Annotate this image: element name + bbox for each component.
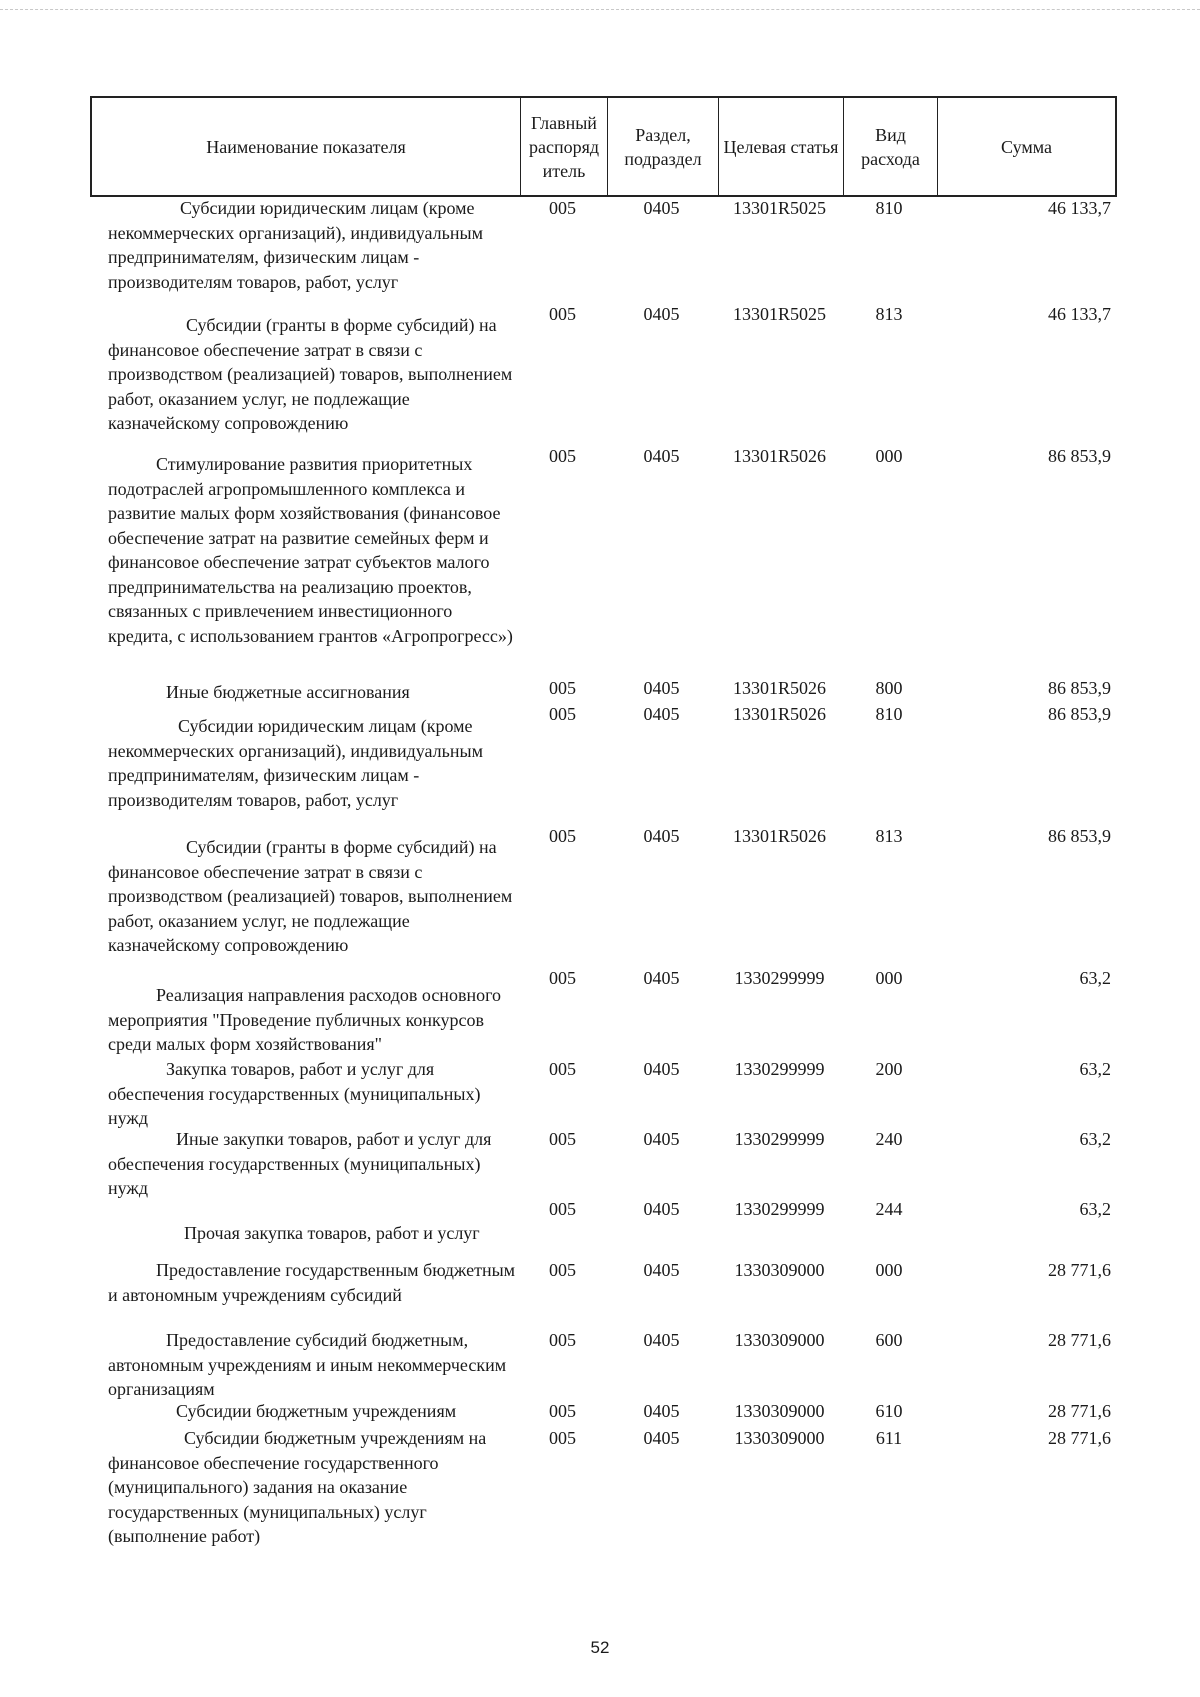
row-chief: 005 <box>549 968 576 988</box>
row-name: Субсидии (гранты в форме субсидий) на финансовое обеспечение затрат в связи с производством (реализацией) товаров, выполнением работ, оказанием услуг, не подлежащие казначейскому сопровождению <box>108 315 513 433</box>
row-kind: 600 <box>875 1330 903 1350</box>
row-sum: 28 771,6 <box>1048 1428 1111 1448</box>
row-sum: 46 133,7 <box>1048 198 1111 218</box>
row-name: Закупка товаров, работ и услуг для обеспечения государственных (муниципальных) нужд <box>108 1059 481 1128</box>
row-target: 13301R5026 <box>732 678 826 698</box>
row-kind: 810 <box>875 704 903 724</box>
row-kind: 000 <box>875 446 903 466</box>
header-section: Раздел, подраздел <box>608 98 719 195</box>
row-section: 0405 <box>643 446 680 466</box>
header-sum: Сумма <box>1001 136 1052 157</box>
row-kind: 610 <box>875 1401 903 1421</box>
row-sum: 86 853,9 <box>1048 704 1111 724</box>
row-chief: 005 <box>549 678 576 698</box>
row-sum: 28 771,6 <box>1048 1330 1111 1350</box>
row-section: 0405 <box>643 1401 680 1421</box>
row-chief: 005 <box>549 446 576 466</box>
page-number: 52 <box>590 1638 610 1657</box>
row-kind: 800 <box>875 678 903 698</box>
row-sum: 63,2 <box>1079 1129 1111 1149</box>
row-target: 1330309000 <box>734 1260 825 1280</box>
row-target: 1330299999 <box>734 1199 825 1219</box>
table-header <box>90 96 1117 197</box>
row-name: Иные закупки товаров, работ и услуг для обеспечения государственных (муниципальных) нужд <box>108 1129 492 1198</box>
row-kind: 000 <box>875 968 903 988</box>
row-chief: 005 <box>549 826 576 846</box>
row-target: 1330299999 <box>734 968 825 988</box>
row-chief: 005 <box>549 1428 576 1448</box>
row-target: 1330299999 <box>734 1059 825 1079</box>
row-chief: 005 <box>549 304 576 324</box>
row-section: 0405 <box>643 1260 680 1280</box>
row-sum: 63,2 <box>1079 968 1111 988</box>
row-target: 13301R5026 <box>732 826 826 846</box>
row-name: Субсидии (гранты в форме субсидий) на финансовое обеспечение затрат в связи с производством (реализацией) товаров, выполнением работ, оказанием услуг, не подлежащие казначейскому сопровождению <box>108 837 513 955</box>
row-kind: 240 <box>875 1129 903 1149</box>
header-chief: Главный распоряд итель <box>521 98 608 195</box>
row-kind: 000 <box>875 1260 903 1280</box>
row-section: 0405 <box>643 198 680 218</box>
row-target: 1330309000 <box>734 1428 825 1448</box>
row-name: Субсидии юридическим лицам (кроме некоммерческих организаций), индивидуальным предпринимателям, физическим лицам - производителям товаров, работ, услуг <box>108 716 483 810</box>
row-chief: 005 <box>549 1199 576 1219</box>
row-name: Субсидии бюджетным учреждениям <box>176 1401 457 1421</box>
row-kind: 813 <box>875 304 903 324</box>
row-section: 0405 <box>643 968 680 988</box>
row-name: Субсидии юридическим лицам (кроме некоммерческих организаций), индивидуальным предпринимателям, физическим лицам - производителям товаров, работ, услуг <box>108 198 483 292</box>
row-kind: 200 <box>875 1059 903 1079</box>
row-chief: 005 <box>549 1129 576 1149</box>
row-chief: 005 <box>549 198 576 218</box>
header-name: Наименование показателя <box>92 98 521 195</box>
row-section: 0405 <box>643 1199 680 1219</box>
row-section: 0405 <box>643 704 680 724</box>
row-section: 0405 <box>643 826 680 846</box>
row-name: Реализация направления расходов основного мероприятия "Проведение публичных конкурсов среди малых форм хозяйствования" <box>108 985 502 1054</box>
row-target: 13301R5026 <box>732 446 826 466</box>
row-name: Иные бюджетные ассигнования <box>166 682 410 702</box>
row-sum: 86 853,9 <box>1048 826 1111 846</box>
header-kind: Вид расхода <box>844 98 938 195</box>
row-sum: 63,2 <box>1079 1059 1111 1079</box>
row-chief: 005 <box>549 1260 576 1280</box>
row-section: 0405 <box>643 1428 680 1448</box>
row-chief: 005 <box>549 1330 576 1350</box>
row-target: 1330309000 <box>734 1401 825 1421</box>
row-section: 0405 <box>643 1330 680 1350</box>
row-target: 1330309000 <box>734 1330 825 1350</box>
scan-top-line <box>0 9 1200 10</box>
row-sum: 46 133,7 <box>1048 304 1111 324</box>
row-kind: 244 <box>875 1199 903 1219</box>
row-sum: 28 771,6 <box>1048 1401 1111 1421</box>
header-target: Целевая статья <box>719 98 844 195</box>
row-kind: 813 <box>875 826 903 846</box>
row-sum: 86 853,9 <box>1048 446 1111 466</box>
row-sum: 28 771,6 <box>1048 1260 1111 1280</box>
row-chief: 005 <box>549 704 576 724</box>
row-target: 13301R5026 <box>732 704 826 724</box>
row-target: 13301R5025 <box>732 198 826 218</box>
row-section: 0405 <box>643 1059 680 1079</box>
row-name: Субсидии бюджетным учреждениям на финансовое обеспечение государственного (муниципального) задания на оказание государственных (муниципальных) услуг (выполнение работ) <box>108 1428 487 1546</box>
row-section: 0405 <box>643 1129 680 1149</box>
row-section: 0405 <box>643 678 680 698</box>
row-target: 13301R5025 <box>732 304 826 324</box>
row-sum: 63,2 <box>1079 1199 1111 1219</box>
row-section: 0405 <box>643 304 680 324</box>
row-sum: 86 853,9 <box>1048 678 1111 698</box>
row-name: Прочая закупка товаров, работ и услуг <box>184 1223 480 1243</box>
row-chief: 005 <box>549 1059 576 1079</box>
row-name: Стимулирование развития приоритетных подотраслей агропромышленного комплекса и развитие малых форм хозяйствования (финансовое обеспечение затрат на развитие семейных ферм и финансовое обеспечение затрат субъектов малого предпринимательства на реализацию проектов, связанных с привлечением инвестиционного кредита, с использованием грантов «Агропрогресс») <box>108 454 513 646</box>
row-name: Предоставление субсидий бюджетным, автономным учреждениям и иным некоммерческим организациям <box>108 1330 507 1399</box>
row-chief: 005 <box>549 1401 576 1421</box>
row-kind: 611 <box>875 1428 903 1448</box>
row-kind: 810 <box>875 198 903 218</box>
row-name: Предоставление государственным бюджетным и автономным учреждениям субсидий <box>108 1260 516 1305</box>
row-target: 1330299999 <box>734 1129 825 1149</box>
